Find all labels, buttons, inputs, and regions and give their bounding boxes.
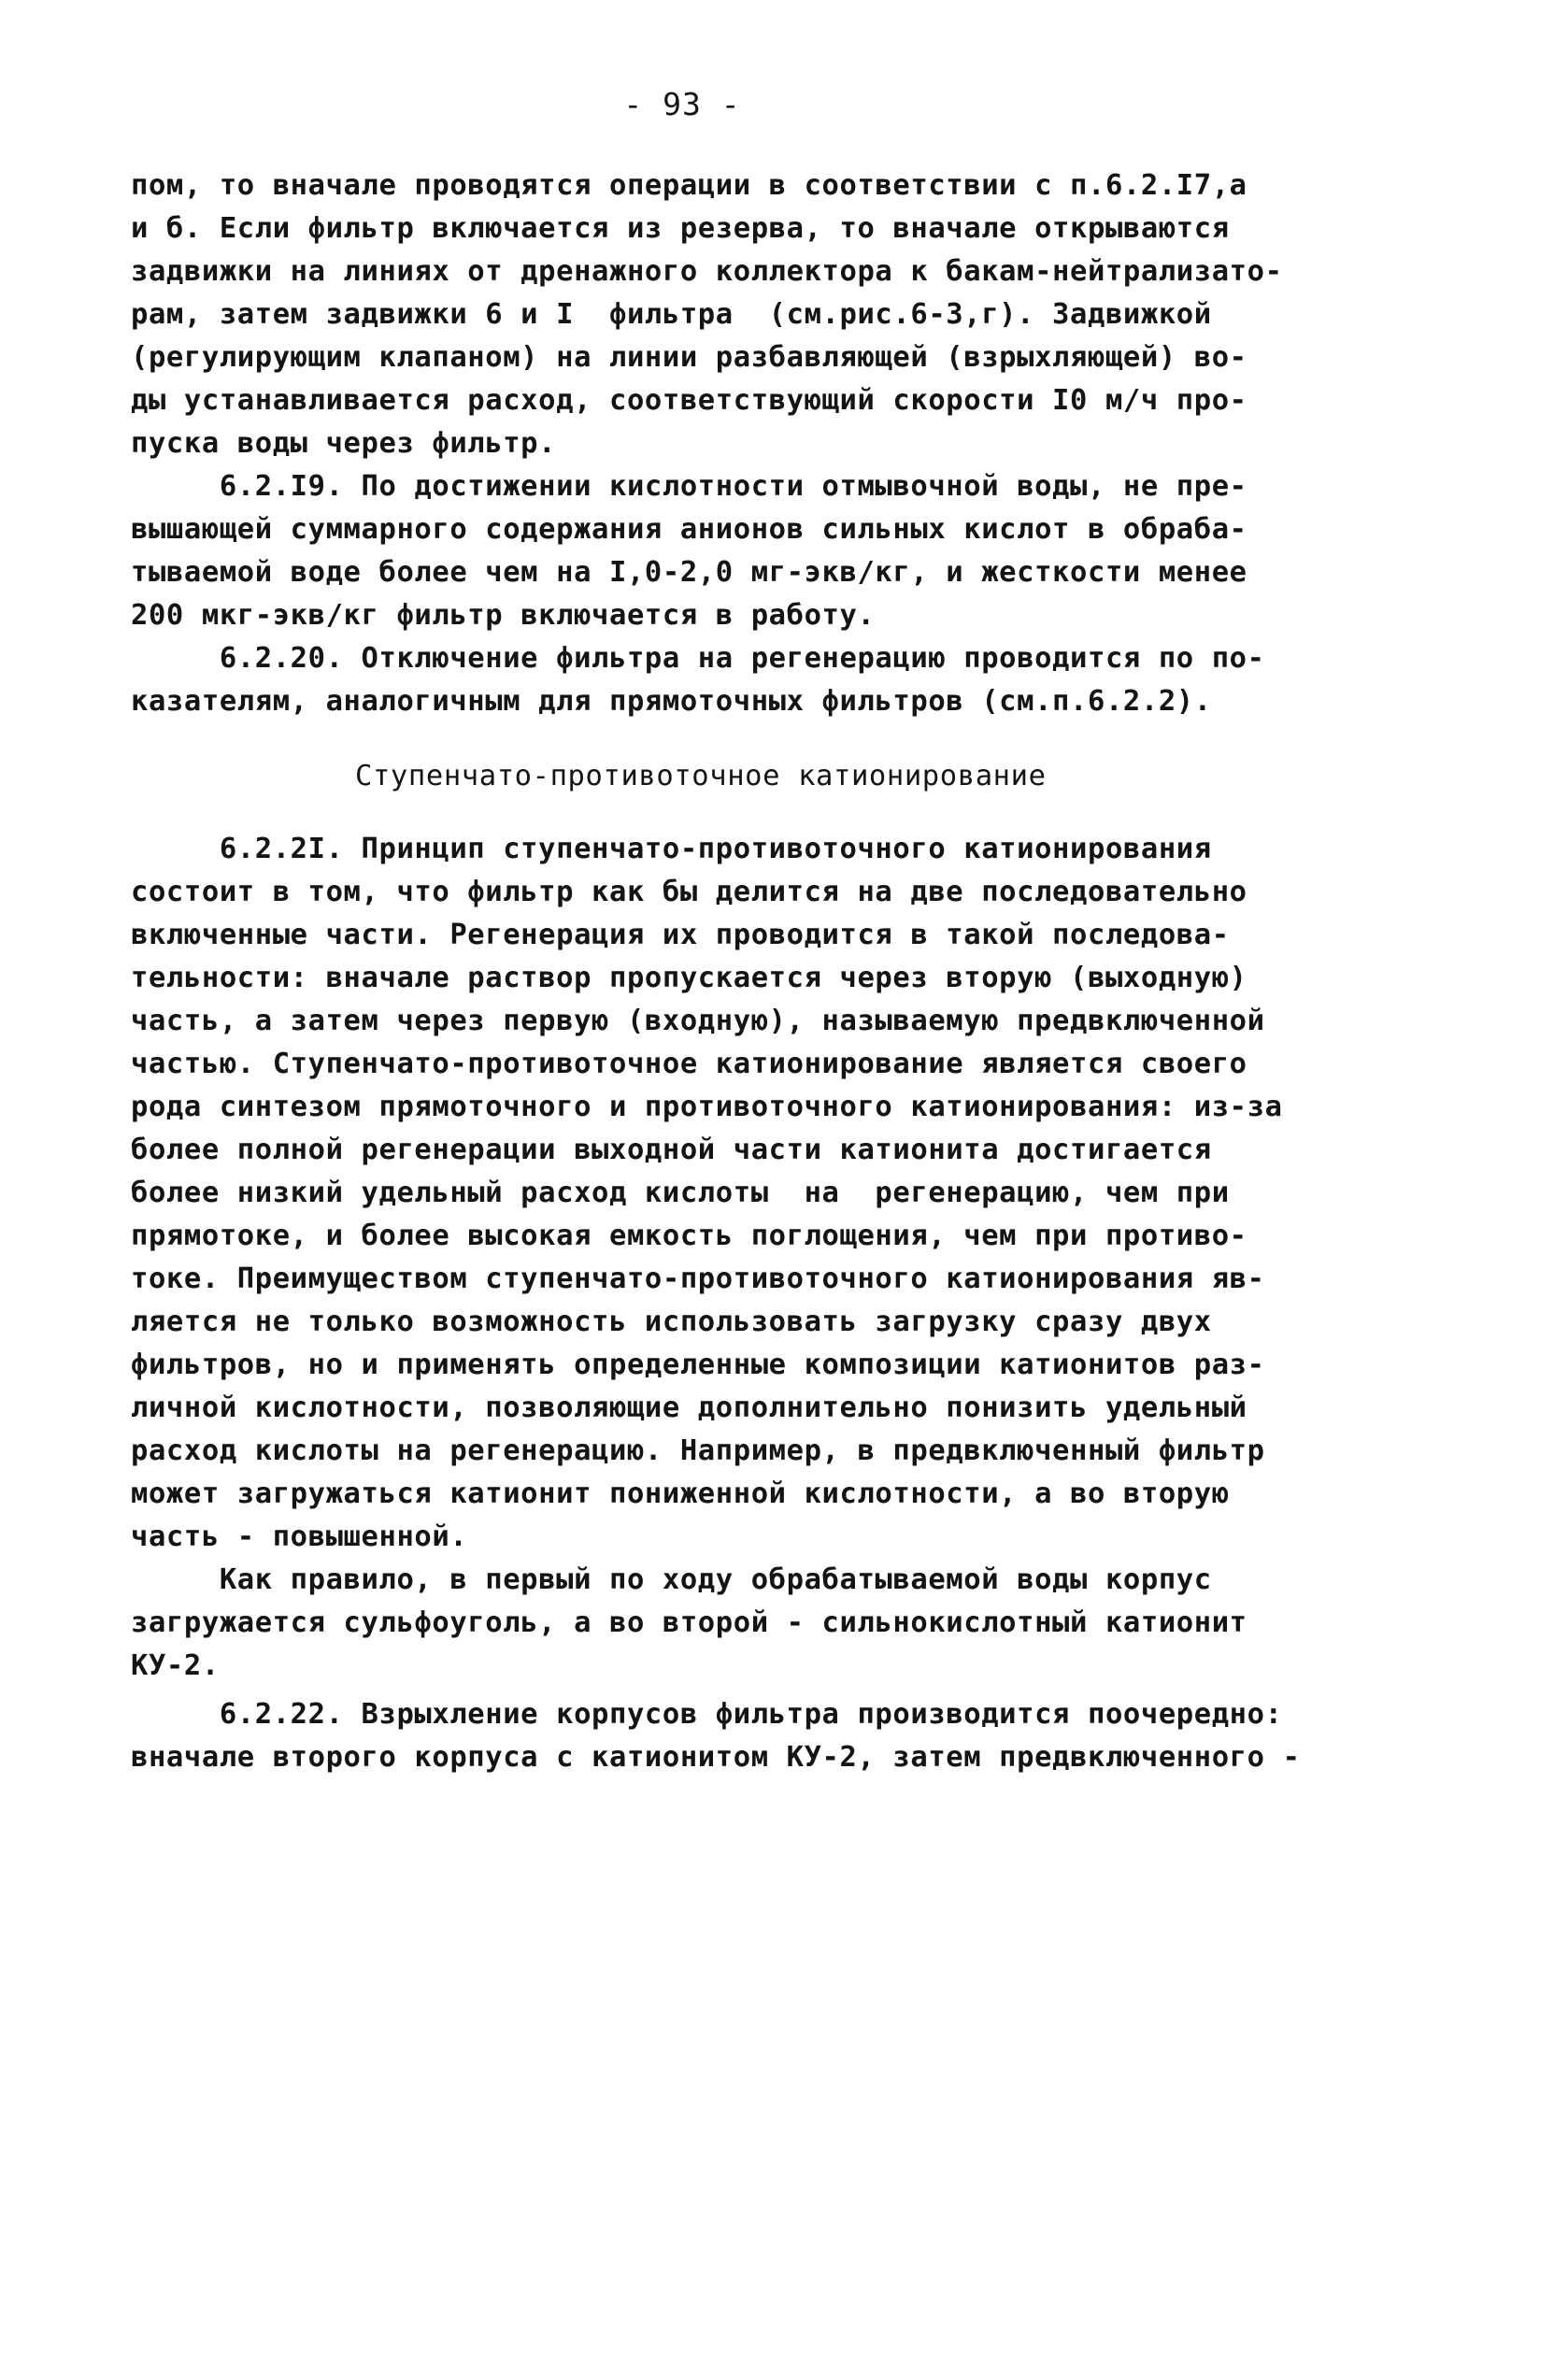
text-line: казателям, аналогичным для прямоточных фильтров (см.п.6.2.2). — [131, 685, 1212, 718]
text-line: вышающей суммарного содержания анионов сильных кислот в обраба- — [131, 513, 1247, 546]
text-line: тываемой воде более чем на I,0-2,0 мг-экв/кг, и жесткости менее — [131, 556, 1247, 589]
text-line: КУ-2. — [131, 1649, 220, 1682]
text-line: включенные части. Регенерация их проводится в такой последова- — [131, 919, 1230, 951]
text-line: 200 мкг-экв/кг фильтр включается в работу. — [131, 599, 876, 632]
text-line: ляется не только возможность использовать загрузку сразу двух — [131, 1305, 1212, 1338]
text-line: пом, то вначале проводятся операции в соответствии с п.6.2.I7,а — [131, 169, 1247, 202]
text-line: загружается сульфоуголь, а во второй - сильнокислотный катионит — [131, 1606, 1247, 1639]
text-line: ды устанавливается расход, соответствующий скорости I0 м/ч про- — [131, 384, 1247, 417]
section-heading: Ступенчато-противоточное катионирование — [355, 760, 1047, 792]
text-line: более низкий удельный расход кислоты на регенерацию, чем при — [131, 1177, 1230, 1209]
text-line: пуска воды через фильтр. — [131, 427, 557, 460]
text-line: рам, затем задвижки 6 и I фильтра (см.рис.6-3,г). Задвижкой — [131, 298, 1212, 331]
text-line: состоит в том, что фильтр как бы делится на две последовательно — [131, 876, 1247, 908]
text-line: 6.2.I9. По достижении кислотности отмывочной воды, не пре- — [131, 470, 1247, 503]
text-line: 6.2.20. Отключение фильтра на регенерацию проводится по по- — [131, 642, 1265, 675]
text-line: и б. Если фильтр включается из резерва, то вначале открываются — [131, 212, 1230, 245]
text-line: 6.2.2I. Принцип ступенчато-противоточного катионирования — [131, 833, 1212, 865]
text-line: частью. Ступенчато-противоточное катионирование является своего — [131, 1048, 1247, 1080]
text-line: часть, а затем через первую (входную), называемую предвключенной — [131, 1005, 1265, 1037]
text-line: может загружаться катионит пониженной кислотности, а во вторую — [131, 1477, 1230, 1510]
text-line: задвижки на линиях от дренажного коллектора к бакам-нейтрализато- — [131, 255, 1283, 288]
text-line: более полной регенерации выходной части катионита достигается — [131, 1134, 1212, 1166]
page-number: - 93 - — [623, 86, 741, 122]
text-line: часть - повышенной. — [131, 1520, 468, 1553]
text-line: тельности: вначале раствор пропускается через вторую (выходную) — [131, 962, 1247, 994]
text-line: 6.2.22. Взрыхление корпусов фильтра производится поочередно: — [131, 1698, 1283, 1731]
text-line: расход кислоты на регенерацию. Например, в предвключенный фильтр — [131, 1434, 1265, 1467]
text-line: фильтров, но и применять определенные композиции катионитов раз- — [131, 1348, 1265, 1381]
text-line: (регулирующим клапаном) на линии разбавляющей (взрыхляющей) во- — [131, 341, 1247, 374]
text-line: токе. Преимуществом ступенчато-противоточного катионирования яв- — [131, 1263, 1265, 1295]
text-line: прямотоке, и более высокая емкость поглощения, чем при противо- — [131, 1220, 1247, 1252]
text-line: личной кислотности, позволяющие дополнительно понизить удельный — [131, 1391, 1247, 1424]
text-line: вначале второго корпуса с катионитом КУ-2, затем предвключенного - — [131, 1741, 1301, 1774]
text-line: Как правило, в первый по ходу обрабатываемой воды корпус — [131, 1563, 1212, 1596]
text-line: рода синтезом прямоточного и противоточного катионирования: из-за — [131, 1091, 1283, 1123]
